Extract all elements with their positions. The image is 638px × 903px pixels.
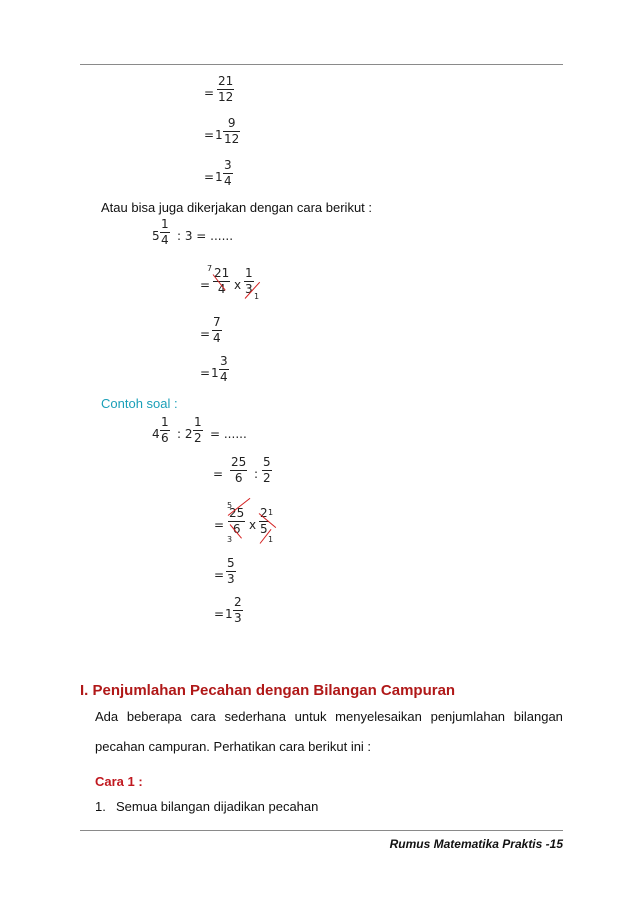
alternative-method-text: Atau bisa juga dikerjakan dengan cara berikut :	[101, 200, 373, 215]
contoh-soal-label: Contoh soal :	[101, 396, 178, 411]
numerator: 21	[214, 266, 230, 280]
denominator: 2	[194, 431, 202, 445]
numerator: 21	[218, 74, 234, 88]
numerator: 3	[224, 158, 232, 172]
denominator: 3	[227, 572, 235, 586]
equals-sign: =	[214, 568, 225, 582]
fraction-5-2	[262, 455, 272, 486]
equals-sign: =	[213, 467, 224, 481]
cancel-result: 1	[268, 535, 274, 544]
division-sign: :	[254, 467, 259, 481]
cancel-result: 3	[227, 535, 233, 544]
fraction-21-12	[217, 74, 234, 105]
numerator: 3	[220, 354, 228, 368]
numerator: 7	[213, 315, 221, 329]
equals-sign: =	[204, 170, 215, 184]
whole-number: 4	[152, 427, 160, 441]
word: bilangan	[513, 709, 563, 724]
fraction-5-3	[226, 556, 236, 587]
word: sederhana	[224, 709, 286, 724]
fraction-9-12	[223, 116, 240, 147]
section-heading: I. Penjumlahan Pecahan dengan Bilangan Campuran	[80, 682, 456, 699]
denominator: 12	[224, 132, 240, 146]
denominator: 4	[220, 370, 228, 384]
equals-sign: =	[200, 327, 211, 341]
numerator: 1	[245, 266, 253, 280]
denominator: 3	[245, 282, 253, 296]
footer-page-label: Rumus Matematika Praktis -15	[389, 837, 563, 851]
paragraph-line-2: pecahan campuran. Perhatikan cara berikut ini :	[95, 739, 372, 754]
denominator: 3	[234, 611, 242, 625]
fraction-1-2	[193, 415, 203, 446]
word: untuk	[294, 709, 327, 724]
numerator: 25	[231, 455, 247, 469]
equals-sign: =	[204, 86, 215, 100]
numerator: 1	[161, 415, 169, 429]
cancel-result: 5	[227, 501, 233, 510]
word: penjumlahan	[430, 709, 506, 724]
numerator: 1	[161, 217, 169, 231]
denominator: 4	[224, 174, 232, 188]
word: Ada	[95, 709, 119, 724]
cara-1-label: Cara 1 :	[95, 774, 143, 789]
step-text: Semua bilangan dijadikan pecahan	[116, 799, 319, 814]
whole-number: 1	[225, 607, 233, 621]
top-divider	[80, 64, 563, 65]
equals-sign: =	[200, 366, 211, 380]
whole-number: 1	[215, 128, 223, 142]
denominator: 5	[260, 522, 268, 536]
numerator: 2	[234, 595, 242, 609]
denominator: 6	[234, 471, 243, 485]
word: cara	[190, 709, 216, 724]
fraction-3-4	[223, 158, 233, 189]
denominator: 4	[161, 233, 169, 247]
whole-number: 1	[215, 170, 223, 184]
times-sign: x	[234, 278, 242, 292]
fraction-1-4	[160, 217, 170, 248]
problem-remainder: = ......	[210, 427, 247, 441]
whole-number: 1	[211, 366, 219, 380]
numerator: 5	[227, 556, 235, 570]
fraction-21-4	[213, 266, 230, 297]
denominator: 4	[213, 331, 221, 345]
fraction-3-4	[219, 354, 229, 385]
fraction-7-4	[212, 315, 222, 346]
denominator: 6	[161, 431, 169, 445]
equals-sign: =	[214, 518, 225, 532]
step-number: 1.	[95, 799, 106, 814]
cancel-result: 1	[268, 508, 274, 517]
word: menyelesaikan	[335, 709, 422, 724]
times-sign: x	[249, 518, 257, 532]
denominator: 4	[217, 282, 226, 296]
fraction-25-6	[230, 455, 247, 486]
fraction-2-3	[233, 595, 243, 626]
numerator: 5	[263, 455, 271, 469]
cancel-result: 1	[254, 292, 260, 301]
equals-sign: =	[204, 128, 215, 142]
denominator: 6	[232, 522, 241, 536]
fraction-1-6	[160, 415, 170, 446]
denominator: 12	[218, 90, 234, 104]
numerator: 1	[194, 415, 202, 429]
numerator: 9	[227, 116, 236, 130]
whole-number: 5	[152, 229, 160, 243]
numerator: 2	[260, 506, 268, 520]
bottom-divider	[80, 830, 563, 831]
word: beberapa	[126, 709, 182, 724]
numerator: 25	[229, 506, 245, 520]
denominator: 2	[263, 471, 271, 485]
cancel-result: 7	[207, 264, 213, 273]
problem-remainder: : 3 = ......	[177, 229, 234, 243]
equals-sign: =	[200, 278, 211, 292]
equals-sign: =	[214, 607, 225, 621]
division-whole: : 2	[177, 427, 193, 441]
paragraph-line-1	[95, 709, 563, 724]
